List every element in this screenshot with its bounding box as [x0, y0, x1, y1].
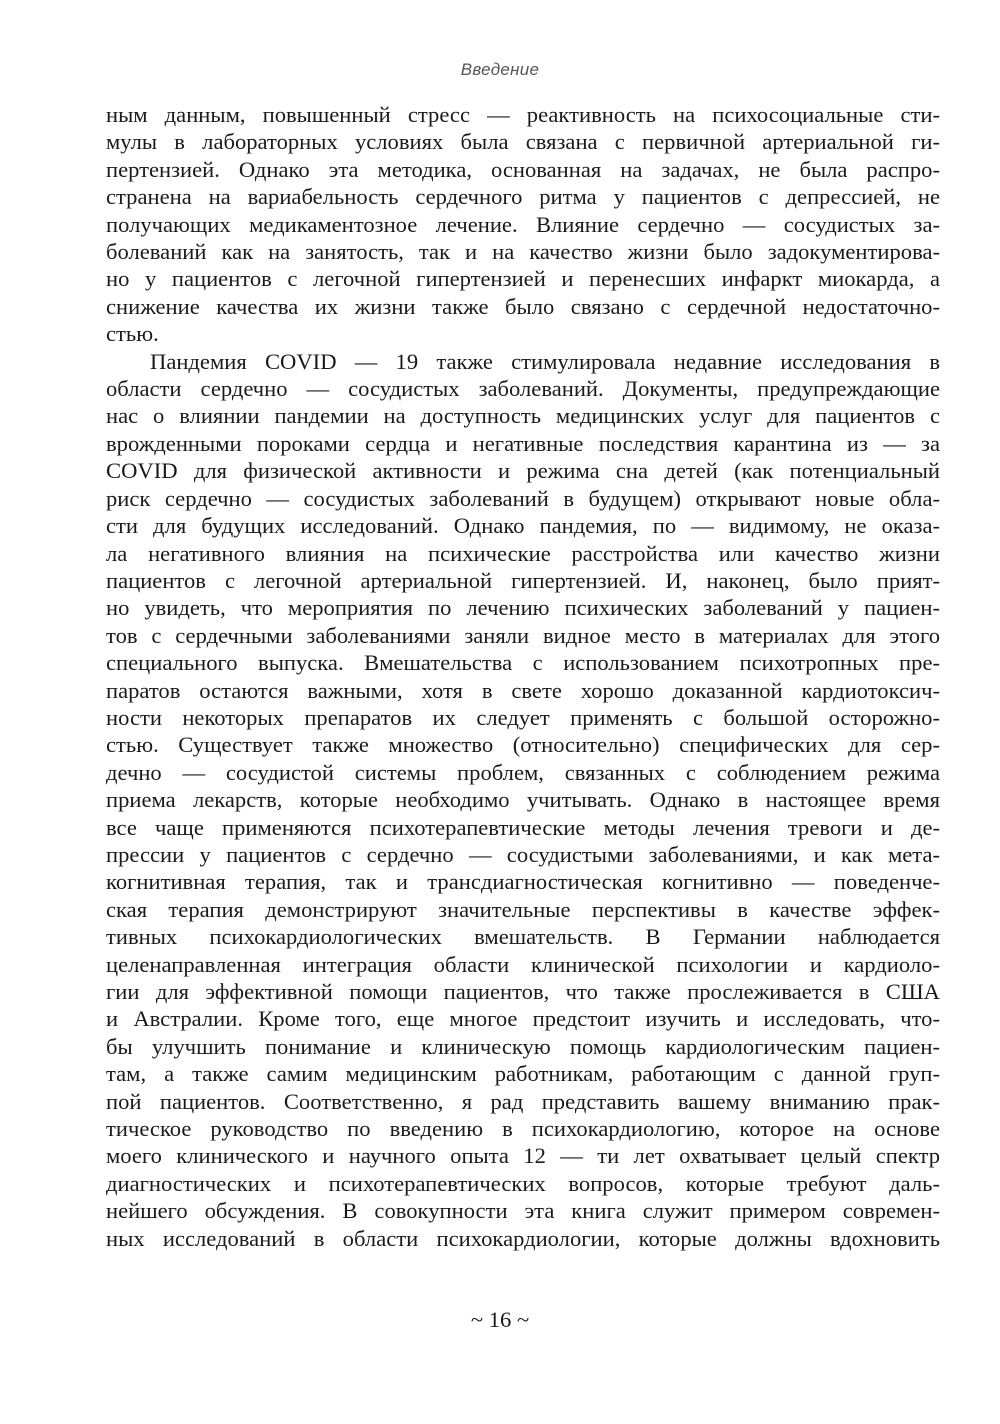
text-line: мулы в лабораторных условиях была связана с первичной артериальной ги- [106, 129, 940, 155]
paragraph-2 [106, 348, 940, 1252]
text-line: все чаще применяются психотерапевтические методы лечения тревоги и де- [106, 814, 940, 840]
text-line: нас о влиянии пандемии на доступность медицинских услуг для пациентов с [106, 403, 940, 429]
paragraph-1 [106, 101, 940, 348]
text-line: стью. [106, 321, 159, 347]
text-line: нейшего обсуждения. В совокупности эта книга служит примером современ- [106, 1198, 940, 1224]
text-line: моего клинического и научного опыта 12 — ти лет охватывает целый спектр [106, 1143, 940, 1169]
text-line: ская терапия демонстрируют значительные перспективы в качестве эффек- [106, 896, 940, 922]
text-line: пой пациентов. Соответственно, я рад представить вашему вниманию прак- [106, 1088, 940, 1114]
text-line: пертензией. Однако эта методика, основанная на задачах, не была распро- [106, 156, 940, 182]
text-line: когнитивная терапия, так и трансдиагностическая когнитивно — поведенче- [106, 869, 940, 895]
text-line: но увидеть, что мероприятия по лечению психических заболеваний у пациен- [106, 595, 940, 621]
text-line: стью. Существует также множество (относительно) специфических для сер- [106, 732, 940, 758]
text-line: сти для будущих исследований. Однако пандемия, по — видимому, не оказа- [106, 513, 940, 539]
text-line: гии для эффективной помощи пациентов, что также прослеживается в США [106, 979, 940, 1004]
text-line: паратов остаются важными, хотя в свете хорошо доказанной кардиотоксич- [106, 677, 940, 703]
text-line: но у пациентов с легочной гипертензией и перенесших инфаркт миокарда, а [106, 266, 940, 292]
text-line: снижение качества их жизни также было связано с сердечной недостаточно- [106, 293, 940, 319]
text-line: области сердечно — сосудистых заболеваний. Документы, предупреждающие [106, 376, 940, 402]
text-line: тивных психокардиологических вмешательств. В Германии наблюдается [106, 924, 940, 950]
text-line: тов с сердечными заболеваниями заняли видное место в материалах для этого [106, 622, 940, 648]
text-line: ности некоторых препаратов их следует применять с большой осторожно- [106, 704, 940, 730]
text-line: ным данным, повышенный стресс — реактивность на психосоциальные сти- [106, 102, 940, 127]
page-number: ~ 16 ~ [470, 1307, 530, 1332]
text-line: получающих медикаментозное лечение. Влияние сердечно — сосудистых за- [106, 211, 940, 237]
text-line: пациентов с легочной артериальной гипертензией. И, наконец, было прият- [106, 567, 940, 593]
running-header: Введение [460, 60, 540, 79]
text-line: врожденными пороками сердца и негативные последствия карантина из — за [106, 430, 940, 456]
text-line: прессии у пациентов с сердечно — сосудистыми заболеваниями, и как мета- [106, 841, 940, 867]
text-line: странена на вариабельность сердечного ритма у пациентов с депрессией, не [106, 184, 940, 210]
text-line: болеваний как на занятость, так и на качество жизни было задокументирова- [106, 239, 940, 265]
text-line: целенаправленная интеграция области клинической психологии и кардиоло- [106, 951, 940, 977]
text-line: риск сердечно — сосудистых заболеваний в будущем) открывают новые обла- [106, 485, 940, 511]
text-line: ла негативного влияния на психические расстройства или качество жизни [106, 540, 940, 566]
text-line: приема лекарств, которые необходимо учитывать. Однако в настоящее время [106, 787, 940, 813]
text-line: специального выпуска. Вмешательства с использованием психотропных пре- [106, 650, 940, 676]
text-line: тическое руководство по введению в психокардиологию, которое на основе [106, 1116, 940, 1142]
text-line: Пандемия COVID — 19 также стимулировала недавние исследования в [150, 348, 940, 374]
text-line: диагностических и психотерапевтических вопросов, которые требуют даль- [106, 1170, 940, 1196]
page-body [106, 101, 940, 1252]
text-line: и Австралии. Кроме того, еще многое предстоит изучить и исследовать, что- [106, 1006, 940, 1032]
text-line: там, а также самим медицинским работникам, работающим с данной груп- [106, 1061, 940, 1087]
text-line: COVID для физической активности и режима сна детей (как потенциальный [106, 458, 940, 484]
text-line: бы улучшить понимание и клиническую помощь кардиологическим пациен- [106, 1033, 940, 1059]
text-line: дечно — сосудистой системы проблем, связанных с соблюдением режима [106, 759, 940, 785]
text-line: ных исследований в области психокардиологии, которые должны вдохновить [106, 1225, 940, 1251]
